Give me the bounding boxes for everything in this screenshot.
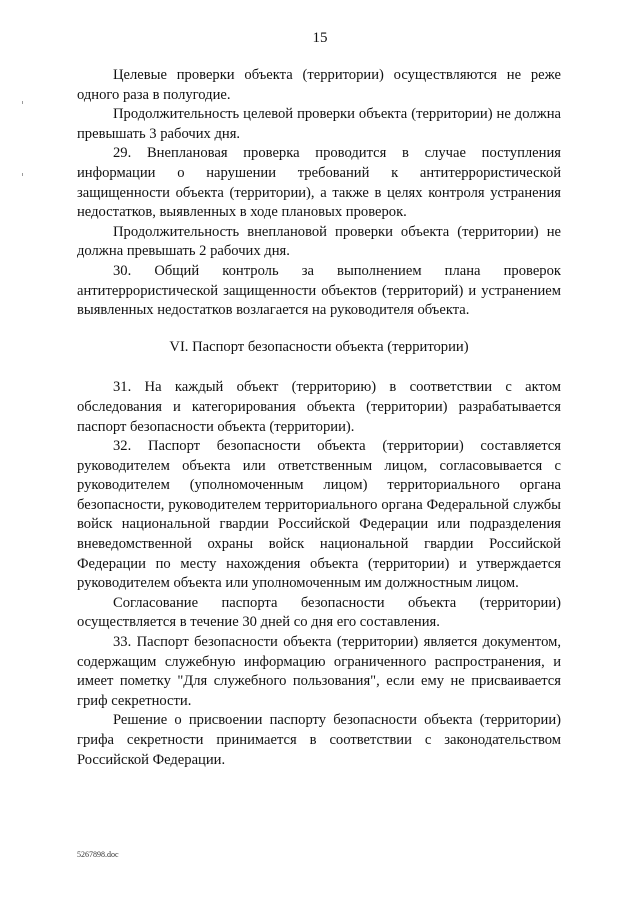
section-heading: VI. Паспорт безопасности объекта (территории) (169, 338, 469, 355)
margin-mark (22, 173, 23, 176)
paragraph-passport-agreement-term: Согласование паспорта безопасности объекта (территории) осуществляется в течение 30 дней со дня его составления. (77, 594, 561, 631)
paragraph-30-control: 30. Общий контроль за выполнением плана проверок антитеррористической защищенности объектов (территорий) и устранением выявленных недостатков возлагается на руководителя объекта. (77, 262, 561, 319)
paragraph-target-inspection-duration: Продолжительность целевой проверки объекта (территории) не должна превышать 3 рабочих дня. (77, 106, 561, 142)
paragraph-31-passport: 31. На каждый объект (территорию) в соответствии с актом обследования и категорирования объекта (территории) разрабатывается паспорт безопасности объекта (территории). (77, 379, 561, 435)
paragraph-33-passport-classification: 33. Паспорт безопасности объекта (территории) является документом, содержащим служебную информацию ограниченного распространения, и имеет пометку "Для служебного пользования", если ему не присваивается гриф секретности. (77, 634, 561, 709)
paragraph-29-unscheduled-inspection: 29. Внеплановая проверка проводится в случае поступления информации о нарушении требований к антитеррористической защищенности объекта (территории), а также в целях контроля устранения недостатков, выявленных в ходе плановых проверок. (77, 145, 561, 221)
paragraph-target-inspection-frequency: Целевые проверки объекта (территории) осуществляются не реже одного раза в полугодие. (77, 67, 561, 103)
footer-filename: 5267898.doc (77, 850, 119, 859)
margin-mark (22, 101, 23, 104)
paragraph-unscheduled-inspection-duration: Продолжительность внеплановой проверки объекта (территории) не должна превышать 2 рабочих дня. (77, 223, 561, 260)
document-body (77, 66, 561, 770)
paragraph-32-passport-approval: 32. Паспорт безопасности объекта (территории) составляется руководителем объекта или ответственным лицом, согласовывается с руководителем (уполномоченным лицом) территориального органа безопасности, руководителем территориального органа Федеральной службы войск национальной гвардии Российской Федерации или подразделения вневедомственной охраны войск национальной гвардии Российской Федерации по месту нахождения объекта (территории) и утверждается руководителем объекта или уполномоченным им должностным лицом. (77, 438, 561, 592)
paragraph-secrecy-decision: Решение о присвоении паспорту безопасности объекта (территории) грифа секретности принимается в соответствии с законодательством Российской Федерации. (77, 712, 561, 768)
page-number: 15 (312, 30, 328, 46)
